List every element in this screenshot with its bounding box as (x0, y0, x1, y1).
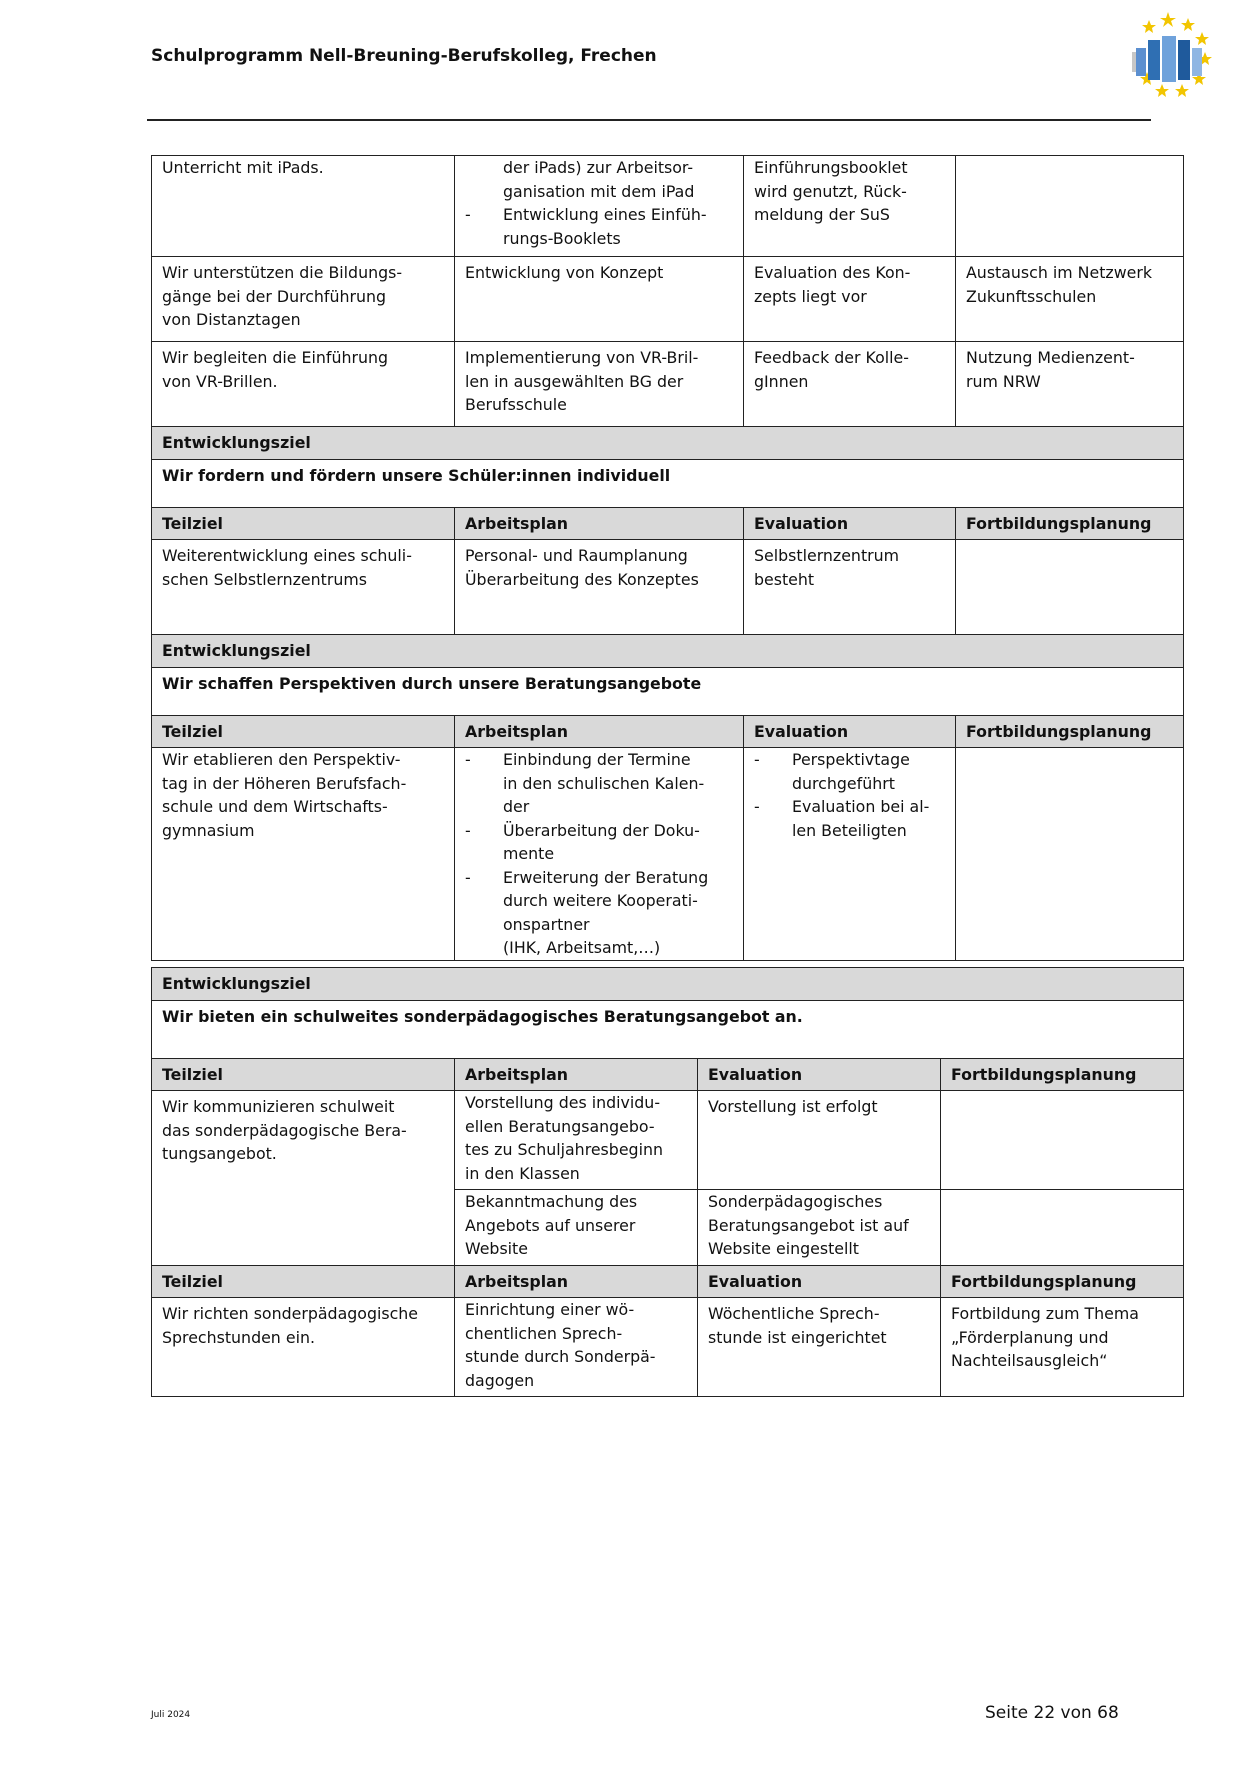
line: „Förderplanung und (951, 1327, 1109, 1347)
school-logo-icon (1122, 8, 1214, 98)
line: rum NRW (966, 371, 1041, 391)
line: ganisation mit dem iPad (503, 181, 695, 201)
line: (IHK, Arbeitsamt,…) (503, 938, 661, 957)
line: tes zu Schuljahresbeginn (465, 1140, 663, 1159)
line: schen Selbstlernzentrums (162, 569, 367, 589)
fortbildung-cell (956, 257, 1184, 342)
line: Nachteilsausgleich“ (951, 1351, 1108, 1370)
fortbildung-cell (941, 1091, 1184, 1190)
line: besteht (754, 569, 815, 589)
arbeitsplan-cell (455, 257, 744, 342)
line: Wir begleiten die Einführung (162, 348, 389, 367)
column-header-row (152, 1265, 1184, 1298)
entwicklungsziel-text: Wir fordern und fördern unsere Schüler:innen individuell (152, 459, 1184, 507)
line: chentlichen Sprech- (465, 1323, 623, 1343)
line: Berufsschule (465, 395, 567, 414)
line: in den schulischen Kalen- (503, 773, 705, 793)
line: meldung der SuS (754, 205, 890, 224)
line: der iPads) zur Arbeitsor- (503, 158, 694, 177)
line: durch weitere Kooperati- (503, 891, 698, 910)
table-row (152, 342, 1184, 427)
arbeitsplan-cell (455, 1091, 698, 1190)
line: Wöchentliche Sprech- (708, 1304, 880, 1323)
line: zepts liegt vor (754, 286, 867, 306)
line: Selbstlernzentrum (754, 546, 900, 565)
teilziel-cell (152, 748, 455, 961)
line: Personal- und Raumplanung (465, 546, 688, 565)
header-arbeitsplan: Arbeitsplan (455, 1058, 698, 1091)
line: dagogen (465, 1370, 535, 1390)
line: der (503, 797, 530, 816)
development-table-1 (151, 155, 1184, 961)
line: Wir unterstützen die Bildungs- (162, 263, 403, 282)
footer-date: Juli 2024 (151, 1710, 191, 1720)
line: Bekanntmachung des (465, 1192, 638, 1211)
list-item (754, 748, 945, 795)
header-evaluation: Evaluation (744, 507, 956, 540)
line: Einführungsbooklet (754, 158, 908, 177)
section-header-row (152, 635, 1184, 668)
list-item (754, 795, 945, 842)
list-item (465, 866, 733, 960)
teilziel-cell (152, 257, 455, 342)
arbeitsplan-cell (455, 342, 744, 427)
list-dash: - (754, 797, 760, 816)
goal-row (152, 667, 1184, 715)
section-header-row (152, 968, 1184, 1001)
list-dash: - (465, 205, 471, 224)
line: ellen Beratungsangebo- (465, 1116, 655, 1136)
fortbildung-cell (956, 342, 1184, 427)
cell-text: Unterricht mit iPads. (162, 158, 324, 177)
line: Evaluation bei al- (792, 797, 930, 816)
table-row (152, 1091, 1184, 1190)
header-fortbildungsplanung: Fortbildungsplanung (956, 715, 1184, 748)
table-row (152, 1298, 1184, 1397)
line: len Beteiligten (792, 820, 907, 840)
evaluation-cell (744, 748, 956, 961)
list-dash: - (465, 750, 471, 769)
entwicklungsziel-text: Wir bieten ein schulweites sonderpädagogisches Beratungsangebot an. (152, 1000, 1184, 1058)
header-arbeitsplan: Arbeitsplan (455, 1265, 698, 1298)
line: stunde durch Sonderpä- (465, 1347, 656, 1366)
page-number: Seite 22 von 68 (985, 1703, 1119, 1723)
teilziel-cell (152, 342, 455, 427)
header-fortbildungsplanung: Fortbildungsplanung (956, 507, 1184, 540)
line: Angebots auf unserer (465, 1215, 636, 1235)
line: Nutzung Medienzent- (966, 348, 1135, 367)
entwicklungsziel-label: Entwicklungsziel (152, 635, 1184, 668)
line: Wir richten sonderpädagogische (162, 1304, 419, 1323)
list-item (465, 819, 733, 866)
line: wird genutzt, Rück- (754, 181, 907, 201)
header-evaluation: Evaluation (698, 1265, 941, 1298)
header-teilziel: Teilziel (152, 507, 455, 540)
line: len in ausgewählten BG der (465, 371, 684, 391)
list-dash: - (754, 750, 760, 769)
column-header-row (152, 715, 1184, 748)
list-item-continued (465, 156, 733, 203)
cell-text: Vorstellung ist erfolgt (708, 1097, 878, 1116)
header-teilziel: Teilziel (152, 1058, 455, 1091)
document-title: Schulprogramm Nell-Breuning-Berufskolleg, Frechen (151, 46, 657, 66)
line: Einrichtung einer wö- (465, 1300, 635, 1319)
column-header-row (152, 507, 1184, 540)
entwicklungsziel-label: Entwicklungsziel (152, 427, 1184, 460)
fortbildung-cell (956, 748, 1184, 961)
line: Überarbeitung des Konzeptes (465, 569, 699, 589)
line: gymnasium (162, 820, 255, 840)
section-header-row (152, 427, 1184, 460)
line: Website eingestellt (708, 1239, 859, 1258)
header-fortbildungsplanung: Fortbildungsplanung (941, 1265, 1184, 1298)
line: Weiterentwicklung eines schuli- (162, 546, 412, 565)
teilziel-cell (152, 1298, 455, 1397)
line: Wir kommunizieren schulweit (162, 1097, 395, 1116)
line: Fortbildung zum Thema (951, 1304, 1139, 1323)
fortbildung-cell (956, 156, 1184, 257)
line: Entwicklung eines Einfüh- (503, 205, 707, 224)
line: Website (465, 1239, 528, 1258)
goal-row (152, 1000, 1184, 1058)
arbeitsplan-cell (455, 748, 744, 961)
teilziel-cell (152, 156, 455, 257)
line: Wir etablieren den Perspektiv- (162, 750, 401, 769)
line: schule und dem Wirtschafts- (162, 797, 388, 816)
fortbildung-cell (956, 540, 1184, 635)
table-row (152, 748, 1184, 961)
list-item (465, 203, 733, 250)
goal-row (152, 459, 1184, 507)
line: durchgeführt (792, 773, 895, 793)
line: rungs-Booklets (503, 228, 621, 248)
line: Beratungsangebot ist auf (708, 1215, 909, 1235)
line: tag in der Höheren Berufsfach- (162, 773, 407, 793)
entwicklungsziel-text: Wir schaffen Perspektiven durch unsere Beratungsangebote (152, 667, 1184, 715)
teilziel-cell (152, 1091, 455, 1266)
line: stunde ist eingerichtet (708, 1327, 887, 1347)
line: gInnen (754, 371, 809, 391)
table-row (152, 540, 1184, 635)
evaluation-cell (744, 156, 956, 257)
line: Vorstellung des individu- (465, 1093, 661, 1112)
column-header-row (152, 1058, 1184, 1091)
table-row (152, 156, 1184, 257)
line: Evaluation des Kon- (754, 263, 911, 282)
arbeitsplan-cell (455, 1190, 698, 1266)
evaluation-cell (698, 1091, 941, 1190)
line: Erweiterung der Beratung (503, 867, 709, 887)
list-dash: - (465, 820, 471, 840)
line: Einbindung der Termine (503, 750, 691, 769)
line: von Distanztagen (162, 310, 301, 329)
arbeitsplan-cell (455, 540, 744, 635)
line: Sonderpädagogisches (708, 1192, 883, 1211)
entwicklungsziel-label: Entwicklungsziel (152, 968, 1184, 1001)
line: Implementierung von VR-Bril- (465, 348, 699, 367)
line: Austausch im Netzwerk (966, 263, 1152, 282)
table-row (152, 257, 1184, 342)
teilziel-cell (152, 540, 455, 635)
cell-text: Entwicklung von Konzept (465, 263, 664, 282)
header-teilziel: Teilziel (152, 715, 455, 748)
header-teilziel: Teilziel (152, 1265, 455, 1298)
development-table-3 (151, 967, 1184, 1397)
arbeitsplan-cell (455, 156, 744, 257)
header-rule (147, 119, 1151, 121)
line: das sonderpädagogische Bera- (162, 1120, 407, 1140)
line: gänge bei der Durchführung (162, 286, 387, 306)
header-fortbildungsplanung: Fortbildungsplanung (941, 1058, 1184, 1091)
line: Überarbeitung der Doku- (503, 820, 700, 840)
line: onspartner (503, 914, 590, 934)
list-item (465, 748, 733, 819)
header-evaluation: Evaluation (698, 1058, 941, 1091)
evaluation-cell (744, 342, 956, 427)
evaluation-cell (744, 540, 956, 635)
header-arbeitsplan: Arbeitsplan (455, 715, 744, 748)
evaluation-cell (698, 1190, 941, 1266)
line: von VR-Brillen. (162, 371, 278, 391)
evaluation-cell (698, 1298, 941, 1397)
line: Sprechstunden ein. (162, 1327, 315, 1347)
line: mente (503, 844, 555, 863)
fortbildung-cell (941, 1298, 1184, 1397)
list-dash: - (465, 867, 471, 887)
line: Perspektivtage (792, 750, 910, 769)
header-arbeitsplan: Arbeitsplan (455, 507, 744, 540)
line: Feedback der Kolle- (754, 348, 909, 367)
fortbildung-cell (941, 1190, 1184, 1266)
header-evaluation: Evaluation (744, 715, 956, 748)
evaluation-cell (744, 257, 956, 342)
line: in den Klassen (465, 1163, 580, 1183)
line: Zukunftsschulen (966, 286, 1097, 306)
arbeitsplan-cell (455, 1298, 698, 1397)
line: tungsangebot. (162, 1144, 277, 1163)
